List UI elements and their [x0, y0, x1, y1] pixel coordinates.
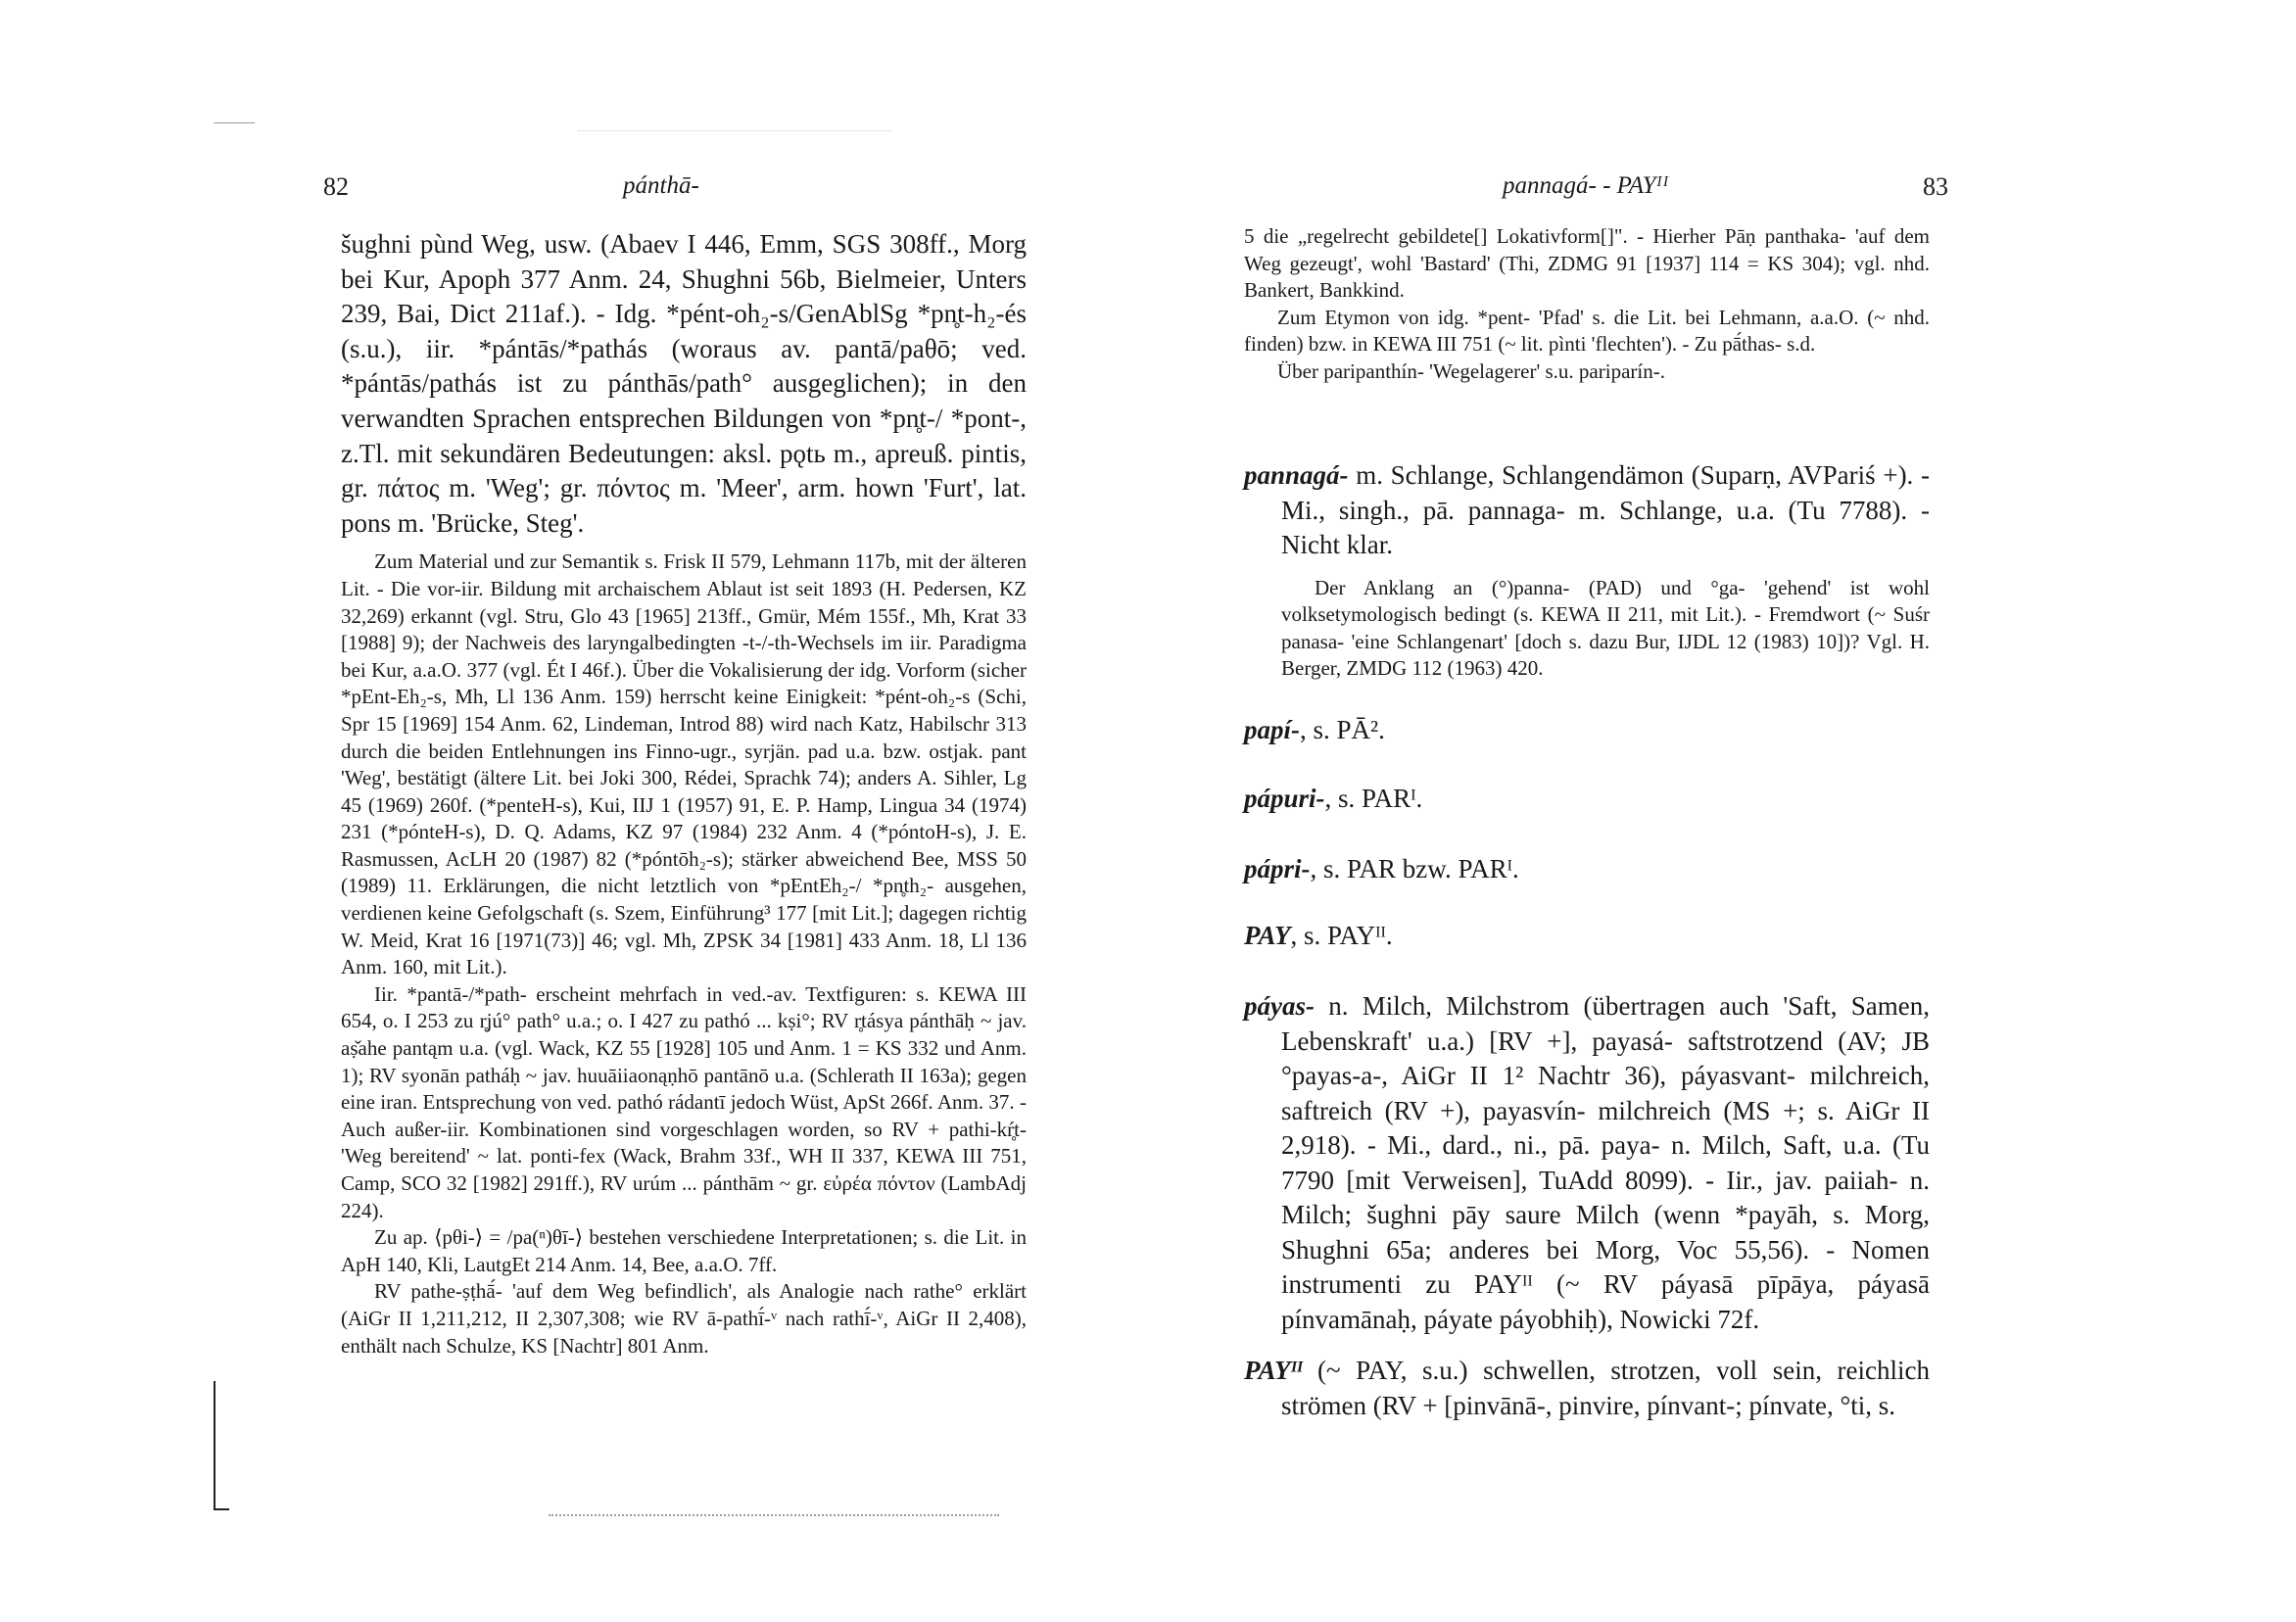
crop-mark-horizontal [214, 1508, 229, 1510]
crossref-text: , s. PARᴵ. [1324, 784, 1423, 813]
crossref-lemma: pápuri- [1244, 784, 1325, 813]
entry-lemma: pannagá- [1244, 460, 1349, 490]
entry-text: (~ PAY, s.u.) schwellen, strotzen, voll sein, reichlich strömen (RV + [pinvānā-, pinvire, pínvant-; pínvate, °ti, s. [1281, 1356, 1930, 1420]
scan-mark-top-left [214, 122, 255, 123]
scan-noise-bottom [549, 1514, 999, 1517]
crossref-text: , s. PAR bzw. PARᴵ. [1310, 854, 1519, 883]
entry-pay-ii [1244, 1354, 1930, 1423]
entry-pannaga [1244, 458, 1930, 683]
entry-lemma: PAYᴵᴵ [1244, 1356, 1303, 1385]
left-page-number: 82 [323, 172, 349, 201]
crossref-papi [1244, 715, 1385, 745]
left-para-1: šughni pùnd Weg, usw. (Abaev I 446, Emm, SGS 308ff., Morg bei Kur, Apoph 377 Anm. 24, Shughni 56b, Bielmeier, Unters 239, Bai, Dict 211af.). - Idg. *pént-oh₂-s/GenAblSg *pn̥t-h₂-és (s.u.), iir. *pántās/*pathás (woraus av. pantā/paθō; ved. *pántās/pathás ist zu pánthās/path° ausgeglichen); in den verwandten Sprachen entsprechen Bildungen von *pn̥t-/ *pont-, z.Tl. mit sekundären Bedeutungen: aksl. pǫtь m., apreuß. pintis, gr. πάτος m. 'Weg'; gr. πόντος m. 'Meer', arm. hown 'Furt', lat. pons m. 'Brücke, Steg'. [341, 229, 1027, 538]
crossref-lemma: papí- [1244, 715, 1300, 744]
right-running-head: pannagá- - PAYᴵᴵ [1503, 172, 1669, 199]
right-cont-2: Zum Etymon von idg. *pent- 'Pfad' s. die Lit. bei Lehmann, a.a.O. (~ nhd. finden) bzw. in KEWA III 751 (~ lit. pìnti 'flechten'). - Zu pā́thas- s.d. [1244, 305, 1930, 357]
right-page-continuation [1244, 223, 1930, 386]
left-running-head: pánthā- [623, 172, 699, 199]
crop-mark-vertical [214, 1381, 215, 1510]
crossref-text: , s. PAYᴵᴵ. [1290, 921, 1393, 950]
crossref-text: , s. PĀ². [1300, 715, 1385, 744]
left-para-2: Zum Material und zur Semantik s. Frisk II 579, Lehmann 117b, mit der älteren Lit. - Die vor-iir. Bildung mit archaischem Ablaut ist seit 1893 (H. Pedersen, KZ 32,269) erkannt (vgl. Stru, Glo 43 [1965] 213ff., Gmür, Mém 155f., Mh, Krat 33 [1988] 9); der Nachweis des laryngalbedingten -t-/-th-Wechsels im iir. Paradigma bei Kur, a.a.O. 377 (vgl. Ét I 46f.). Über die Vokalisierung der idg. Vorform (sicher *pEnt-Eh₂-s, Mh, Ll 136 Anm. 159) herrscht keine Einigkeit: *pént-oh₂-s (Schi, Spr 15 [1969] 154 Anm. 62, Lindeman, Introd 88) wird nach Katz, Habilschr 313 durch die beiden Entlehnungen ins Finno-ugr., syrjän. pad u.a. bzw. ostjak. pant 'Weg', bestätigt (ältere Lit. bei Joki 300, Rédei, Sprachk 74); anders A. Sihler, Lg 45 (1969) 260f. (*penteH-s), Kui, IIJ 1 (1957) 91, E. P. Hamp, Lingua 34 (1974) 231 (*pónteH-s), D. Q. Adams, KZ 97 (1984) 232 Anm. 4 (*póntoH-s), J. E. Rasmussen, AcLH 20 (1987) 82 (*póntōh₂-s); stärker abweichend Bee, MSS 50 (1989) 11. Erklärungen, die nicht letztlich von *pEntEh₂-/ *pn̥th₂- ausgehen, verdienen keine Gefolgschaft (s. Szem, Einführung³ 177 [mit Lit.]; dagegen richtig W. Meid, Krat 16 [1971(73)] 46; vgl. Mh, ZPSK 34 [1981] 433 Anm. 18, Ll 136 Anm. 160, mit Lit.). [341, 549, 1027, 979]
entry-text: m. Schlange, Schlangendämon (Suparṇ, AVPariś +). - Mi., singh., pā. pannaga- m. Schlange, u.a. (Tu 7788). - Nicht klar. [1281, 460, 1930, 559]
left-page-text [341, 227, 1027, 1360]
right-page-number: 83 [1923, 172, 1948, 201]
entry-payas [1244, 989, 1930, 1337]
crossref-papuri [1244, 784, 1422, 814]
crossref-pay [1244, 921, 1393, 951]
left-para-3: Iir. *pantā-/*path- erscheint mehrfach in ved.-av. Textfiguren: s. KEWA III 654, o. I 253 zu r̥jú° path° u.a.; o. I 427 zu pathó ... kṣi°; RV r̥tásya pánthāḥ ~ jav. aṣ̌ahe pantąm u.a. (vgl. Wack, KZ 55 [1928] 105 und Anm. 1 = KS 332 und Anm. 1); RV syonān patháḥ ~ jav. huuāiiaonąṇhō pantānō u.a. (Schlerath II 163a); gegen eine iran. Entsprechung von ved. pathó rádantī jedoch Wüst, ApSt 266f. Anm. 37. - Auch außer-iir. Kombinationen sind vorgeschlagen worden, so RV + pathi-kŕ̥t- 'Weg bereitend' ~ lat. ponti-fex (Wack, Brahm 33f., WH II 337, KEWA III 751, Camp, SCO 32 [1982] 291ff.), RV urúm ... pánthām ~ gr. εὐρέα πόντον (LambAdj 224). [341, 981, 1027, 1222]
left-para-4: Zu ap. ⟨pθi-⟩ = /pa(ⁿ)θī-⟩ bestehen verschiedene Interpretationen; s. die Lit. in ApH 140, Kli, LautgEt 214 Anm. 14, Bee, a.a.O. 7ff. [341, 1225, 1027, 1276]
left-para-5: RV pathe-ṣṭhā́- 'auf dem Weg befindlich', als Analogie nach rathe° erklärt (AiGr II 1,211,212, II 2,307,308; wie RV ā-pathī́-ᵛ nach rathī́-ᵛ, AiGr II 2,408), enthält nach Schulze, KS [Nachtr] 801 Anm. [341, 1279, 1027, 1358]
scan-noise-top [578, 130, 891, 132]
entry-lemma: páyas- [1244, 991, 1315, 1021]
entry-text: n. Milch, Milchstrom (übertragen auch 'Saft, Samen, Lebenskraft' u.a.) [RV +], payasá- saftstrotzend (AV; JB °payas-a-, AiGr II 1² Nachtr 36), páyasvant- milchreich, saftreich (RV +), payasvín- milchreich (MS +; s. AiGr II 2,918). - Mi., dard., ni., pā. paya- n. Milch, Saft, u.a. (Tu 7790 [mit Verweisen], TuAdd 8099). - Iir., jav. paiiah- n. Milch; šughni pāy saure Milch (wenn *payāh, s. Morg, Shughni 65a; anderes bei Morg, Voc 55,56). - Nomen instrumenti zu PAYᴵᴵ (~ RV páyasā pīpāya, páyasā pínvamānaḥ, páyate páyobhiḥ), Nowicki 72f. [1281, 991, 1930, 1334]
crossref-lemma: pápri- [1244, 854, 1311, 883]
crossref-papri [1244, 854, 1519, 884]
crossref-lemma: PAY [1244, 921, 1291, 950]
right-cont-3: Über paripanthín- 'Wegelagerer' s.u. pariparín-. [1277, 358, 1665, 383]
right-cont-1: 5 die „regelrecht gebildete[] Lokativform[]". - Hierher Pāṇ panthaka- 'auf dem Weg gezeugt', wohl 'Bastard' (Thi, ZDMG 91 [1937] 114 = KS 304); vgl. nhd. Bankert, Bankkind. [1244, 224, 1930, 303]
entry-note: Der Anklang an (°)panna- (PAD) und °ga- 'gehend' ist wohl volksetymologisch bedingt (s. KEWA II 211, mit Lit.). - Fremdwort (~ Suśr panasa- 'eine Schlangenart' [doch s. dazu Bur, IJDL 12 (1983) 10])? Vgl. H. Berger, ZMDG 112 (1963) 420. [1281, 575, 1930, 681]
